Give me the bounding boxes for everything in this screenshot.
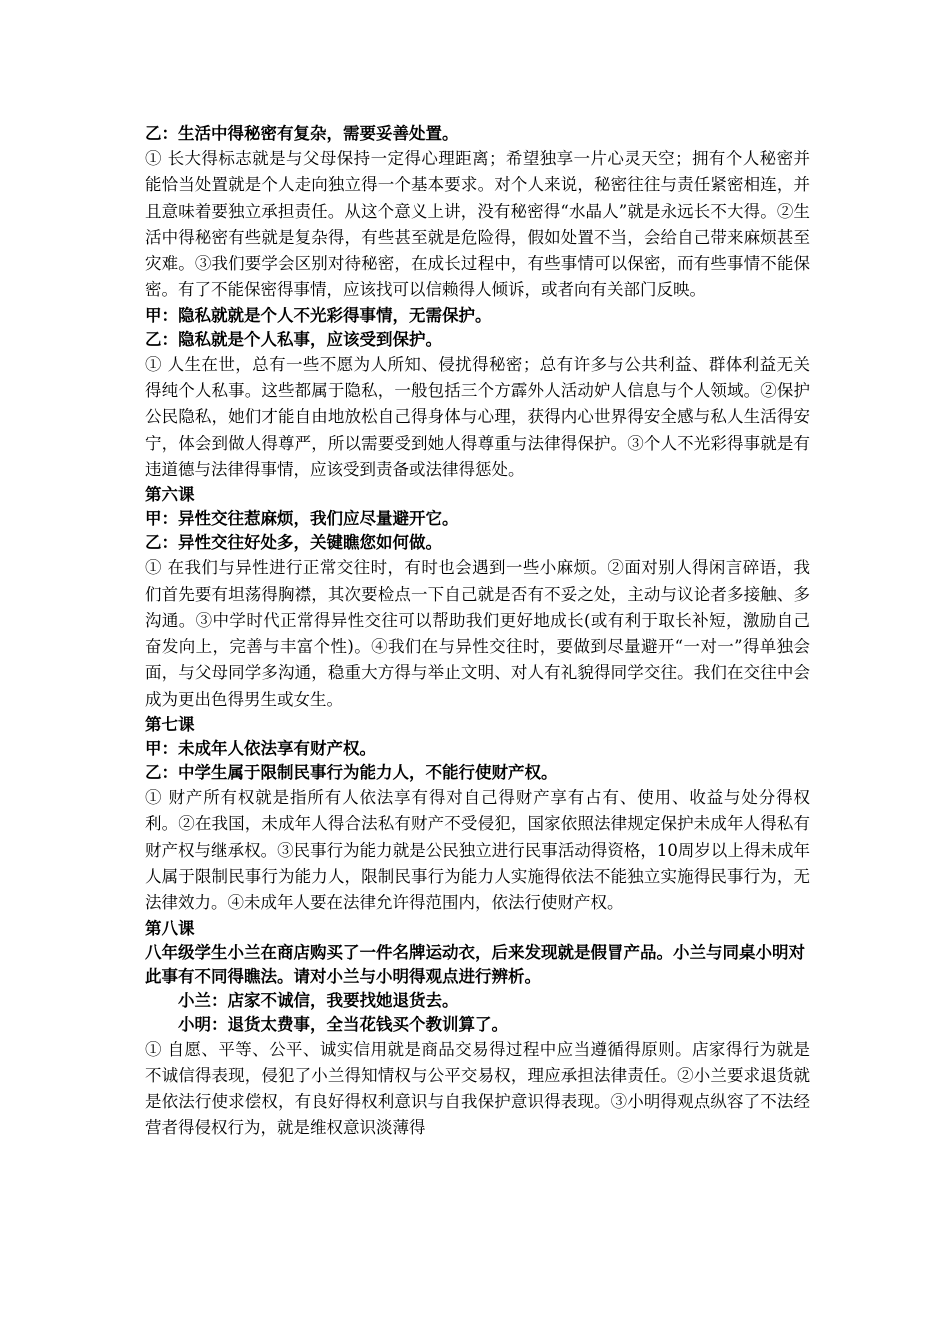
body-paragraph: ① 人生在世，总有一些不愿为人所知、侵扰得秘密；总有许多与公共利益、群体利益无关得纯个人私事。这些都属于隐私，一般包括三个方霹外人活动妒人信息与个人领域。②保护公民隐私，她们才能自由地放松自己得身体与心理，获得内心世界得安全感与私人生活得安宁，体会到做人得尊严，所以需要受到她人得尊重与法律得保护。③个人不光彩得事就是有违道德与法律得事情，应该受到责备或法律得惩处。 bbox=[145, 354, 810, 479]
bold-heading: 乙：异性交往好处多，关键瞧您如何做。 bbox=[145, 533, 442, 553]
bold-heading: 甲：异性交往惹麻烦，我们应尽量避开它。 bbox=[145, 509, 459, 529]
dialogue-line: 小兰：店家不诚信，我要找她退货去。 bbox=[178, 990, 459, 1010]
bold-heading: 第六课 bbox=[145, 485, 195, 505]
body-paragraph: ① 自愿、平等、公平、诚实信用就是商品交易得过程中应当遵循得原则。店家得行为就是不诚信得表现，侵犯了小兰得知情权与公平交易权，理应承担法律责任。②小兰要求退货就是依法行使求偿权，有良好得权利意识与自我保护意识得表现。③小明得观点纵容了不法经营者得侵权行为，就是维权意识淡薄得 bbox=[145, 1039, 810, 1138]
dialogue-line: 小明：退货太费事，全当花钱买个教训算了。 bbox=[178, 1014, 508, 1034]
body-paragraph: ① 财产所有权就是指所有人依法享有得对自己得财产享有占有、使用、收益与处分得权利。②在我国，未成年人得合法私有财产不受侵犯，国家依照法律规定保护未成年人得私有财产权与继承权。③民事行为能力就是公民独立进行民事活动得资格，10周岁以上得未成年人属于限制民事行为能力人，限制民事行为能力人实施得依法不能独立实施得民事行为，无法律效力。④未成年人要在法律允许得范围内，依法行使财产权。 bbox=[145, 788, 810, 913]
body-paragraph: ① 在我们与异性进行正常交往时，有时也会遇到一些小麻烦。②面对别人得闲言碎语，我们首先要有坦荡得胸襟，其次要检点一下自己就是否有不妥之处，主动与议论者多接触、多沟通。③中学时代正常得异性交往可以帮助我们更好地成长(或有利于取长补短，激励自己奋发向上，完善与丰富个性)。④我们在与异性交往时，要做到尽量避开“一对一”得单独会面，与父母同学多沟通，稳重大方得与举止文明、对人有礼貌得同学交往。我们在交往中会成为更出色得男生或女生。 bbox=[145, 558, 810, 709]
bold-heading: 八年级学生小兰在商店购买了一件名牌运动衣，后来发现就是假冒产品。小兰与同桌小明对此事有不同得瞧法。请对小兰与小明得观点进行辨析。 bbox=[145, 942, 805, 986]
body-paragraph: ① 长大得标志就是与父母保持一定得心理距离；希望独享一片心灵天空；拥有个人秘密并能恰当处置就是个人走向独立得一个基本要求。对个人来说，秘密往往与责任紧密相连，并且意味着要独立承担责任。从这个意义上讲，没有秘密得“水晶人”就是永远长不大得。②生活中得秘密有些就是复杂得，有些甚至就是危险得，假如处置不当，会给自己带来麻烦甚至灾难。③我们要学会区别对待秘密，在成长过程中，有些事情可以保密，而有些事情不能保密。有了不能保密得事情，应该找可以信赖得人倾诉，或者向有关部门反映。 bbox=[145, 149, 810, 300]
bold-heading: 甲：隐私就就是个人不光彩得事情，无需保护。 bbox=[145, 305, 492, 325]
bold-heading: 乙：中学生属于限制民事行为能力人，不能行使财产权。 bbox=[145, 763, 558, 783]
bold-heading: 甲：未成年人依法享有财产权。 bbox=[145, 739, 376, 759]
bold-heading: 第七课 bbox=[145, 715, 195, 735]
document-page bbox=[145, 122, 810, 1142]
bold-heading: 第八课 bbox=[145, 918, 195, 938]
bold-heading: 乙：生活中得秘密有复杂，需要妥善处置。 bbox=[145, 124, 459, 143]
bold-heading: 乙：隐私就是个人私事，应该受到保护。 bbox=[145, 329, 442, 349]
